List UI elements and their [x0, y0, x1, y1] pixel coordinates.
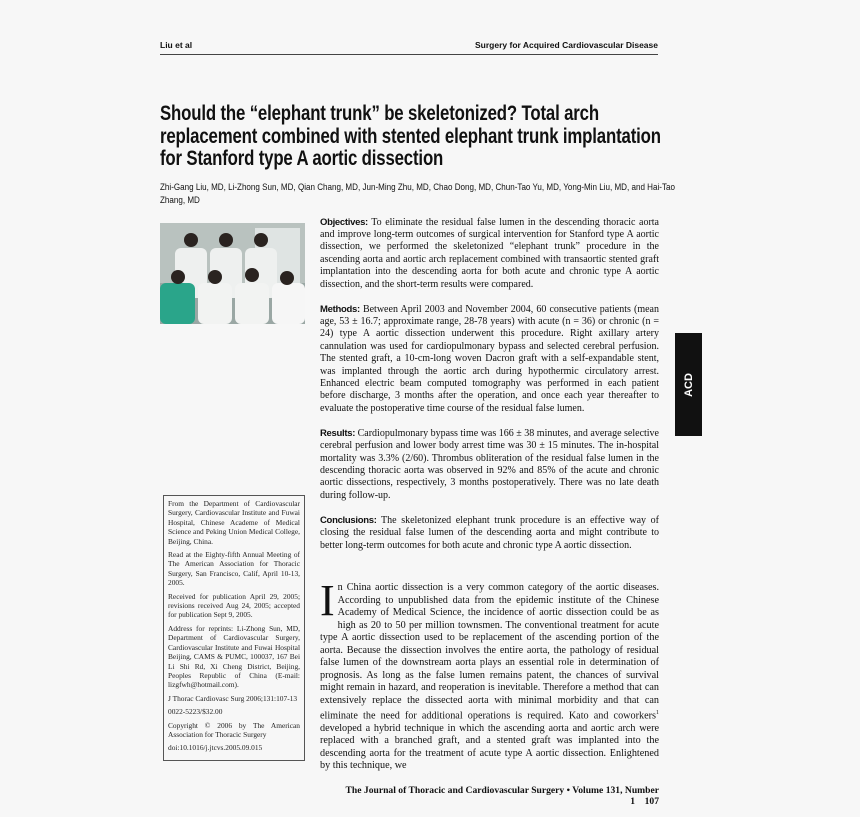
- section-tab-label: ACD: [682, 372, 695, 397]
- header-authors: Liu et al: [160, 40, 193, 50]
- publication-dates: Received for publication April 29, 2005; revisions received Aug 24, 2005; accepted for publication Sept 9, 2005.: [168, 591, 300, 620]
- doi: doi:10.1016/j.jtcvs.2005.09.015: [168, 743, 263, 753]
- meeting-note: Read at the Eighty-fifth Annual Meeting of The American Association for Thoracic Surgery, San Francisco, Calif, April 10-13, 2005.: [168, 550, 300, 588]
- abstract-conclusions: [320, 515, 659, 552]
- drop-cap: I: [320, 576, 335, 626]
- abstract-objectives: [320, 217, 659, 291]
- objectives-text: To eliminate the residual false lumen in the descending thoracic aorta and improve long-term outcomes of surgical intervention for Stanford type A aortic dissection, we performed the skeletonized “elephant trunk” procedure in the ascending aorta and aortic arch replacement combined with transaortic stented graft implantation into the descending aorta for both acute and chronic type A aortic dissection, and the short-term results were compared.: [320, 216, 659, 290]
- author-group-photo: [160, 223, 305, 324]
- body-paragraph-start: n China aortic dissection is a very common category of the aortic diseases. According to unpublished data from the epidemic institute of the Chinese Academy of Medical Science, the incidence of aortic dissection could be as high as 20 to 50 per million townsmen. The conventional treatment for acute type A aortic dissection used to be replacement of the ascending portion of the aorta. Because the dissection involves the entire aorta, the pathology of residual false lumen of the downstream aorta plays an essential role in determination of prognosis. As long as the false lumen remains patent, the chances of survival might remain in hazard, and reoperation is inevitable. Therefore a method that can extensively replace the dissected aorta with minimal morbidity and that can eliminate the need for additional operations is required. Kato and coworkers: [320, 582, 659, 722]
- affiliation: From the Department of Cardiovascular Surgery, Cardiovascular Institute and Fuwai Hospital, Chinese Academe of Medical Science and Peking Union Medical College, Beijing, China.: [168, 499, 300, 546]
- reprint-address: Address for reprints: Li-Zhong Sun, MD, Department of Cardiovascular Surgery, Cardiovascular Institute and Fuwai Hospital Beijing, CAMS & PUMC, 100037, 167 Bei Li Shi Rd, Xi Cheng District, Beijing, Peoples Republic of China (E-mail: lizgfwh@hotmail.com).: [168, 623, 300, 690]
- page-footer: The Journal of Thoracic and Cardiovascular Surgery • Volume 131, Number 1 107: [345, 784, 659, 807]
- running-header: [160, 40, 658, 55]
- results-label: Results:: [320, 427, 356, 439]
- section-tab: [675, 333, 702, 436]
- conclusions-label: Conclusions:: [320, 514, 377, 526]
- body-text: [320, 576, 659, 773]
- objectives-label: Objectives:: [320, 216, 368, 228]
- copyright: Copyright © 2006 by The American Association for Thoracic Surgery: [168, 720, 300, 739]
- reference-marker[interactable]: 1: [656, 710, 659, 717]
- body-paragraph-cont: developed a hybrid technique in which the ascending aorta and aortic arch were replaced with a branched graft, and a stented graft was implanted into the descending aorta for the treatment of acute type A aortic dissection. Enlightened by this technique, we: [320, 722, 659, 772]
- right-column: [320, 217, 659, 817]
- header-section: Surgery for Acquired Cardiovascular Disease: [475, 40, 658, 50]
- methods-text: Between April 2003 and November 2004, 60 consecutive patients (mean age, 53 ± 16.7; approximate range, 28-78 years) with acute (n = 36) or chronic (n = 24) type A aortic dissection underwent this procedure. Right axillary artery cannulation was used for cardiopulmonary bypass and selected cerebral perfusion. The stented graft, a 10-cm-long woven Dacron graft with a self-expandable stent, was implanted through the aortic arch during hypothermic circulatory arrest. Enhanced electric beam computed tomography was performed in each patient before discharge, 3 months after the operation, and once each year thereafter to evaluate the postoperative time course of the residual false lumen.: [320, 303, 660, 414]
- results-text: Cardiopulmonary bypass time was 166 ± 38 minutes, and average selective cerebral perfusion and lower body arrest time was 30 ± 15 minutes. The in-hospital mortality was 3.3% (2/60). Thrombus obliteration of the residual false lumen in the descending thoracic aorta was observed in 92% and 85% of the acute and chronic aortic dissections, respectively, 3 months postoperatively. There was no late death during follow-up.: [320, 427, 659, 501]
- abstract-results: [320, 428, 659, 502]
- author-list: Zhi-Gang Liu, MD, Li-Zhong Sun, MD, Qian Chang, MD, Jun-Ming Zhu, MD, Chao Dong, MD, Chun-Tao Yu, MD, Yong-Min Liu, MD, and Hai-Tao Zhang, MD: [160, 181, 675, 206]
- issn-price: 0022-5223/$32.00: [168, 707, 223, 717]
- methods-label: Methods:: [320, 303, 360, 315]
- article-info-box: [163, 495, 305, 761]
- citation: J Thorac Cardiovasc Surg 2006;131:107-13: [168, 693, 298, 703]
- article-title: Should the “elephant trunk” be skeletonized? Total arch replacement combined with stented elephant trunk implantation for Stanford type A aortic dissection: [160, 102, 661, 170]
- abstract: [320, 217, 659, 553]
- abstract-methods: [320, 304, 659, 416]
- conclusions-text: The skeletonized elephant trunk procedure is an effective way of closing the residual false lumen of the descending aorta and might contribute to better long-term outcomes for both acute and chronic type A aortic dissection.: [320, 514, 660, 551]
